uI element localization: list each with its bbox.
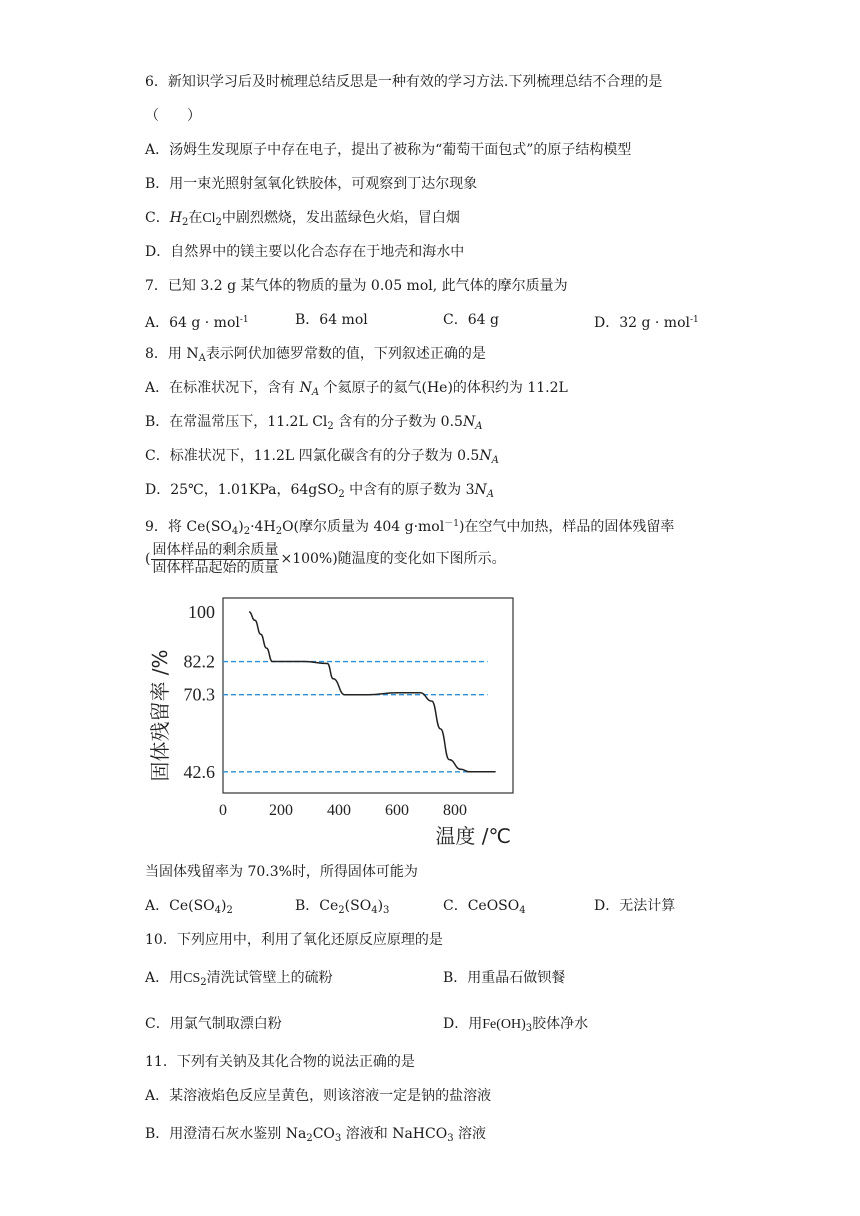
y-tick-label: 70.3 [183,684,215,705]
y-axis-label: 固体残留率 /% [148,649,172,782]
q7-option-d: D．32 g · mol$^{-1}$ [594,315,699,331]
q10-stem: 10．下列应用中，利用了氧化还原反应原理的是 [145,932,443,948]
q6-option-d: D．自然界中的镁主要以化合态存在于地壳和海水中 [145,244,465,260]
y-tick-label: 82.2 [183,651,215,672]
x-tick-label: 600 [385,802,409,819]
x-tick-label: 200 [269,802,293,819]
q10-option-d: D．用$Fe(OH)_3$胶体净水 [443,1016,589,1034]
q10-option-b: B．用重晶石做钡餐 [443,970,566,986]
q8-stem: 8．用 $N_A$表示阿伏加德罗常数的值，下列叙述正确的是 [145,346,486,364]
q7-stem: 7．已知 3.2 g 某气体的物质的量为 0.05 mol, 此气体的摩尔质量为 [145,278,568,294]
q10-option-c: C．用氯气制取漂白粉 [145,1016,282,1032]
q9-option-c: C．CeOSO$_4$ [443,898,526,916]
x-tick-label: 400 [327,802,351,819]
data-series-line-0 [249,612,496,772]
residue-rate-chart [145,588,525,848]
q9-option-a: A．$Ce(SO_4)_2$ [145,898,233,916]
q10-option-a: A．用$CS_2$清洗试管壁上的硫粉 [145,970,333,988]
y-tick-label: 42.6 [183,761,215,782]
q9-option-d: D．无法计算 [594,898,676,914]
q9-option-b: B．$Ce_2(SO_4)_3$ [295,898,390,916]
q8-option-d: D．25℃，1.01KPa，64gSO$_2$ 中含有的原子数为 $3N_A$ [145,482,494,500]
q7-option-a: A．64 g · mol$^{-1}$ [145,315,249,331]
x-tick-label: 0 [219,802,227,819]
q9-stem: 9．将 $Ce(SO_4)_2\cdot 4H_2O$(摩尔质量为 404 g·mol$^{-1}$)在空气中加热，样品的固体残留率 [145,519,675,537]
x-axis-label: 温度 /℃ [435,824,511,848]
q6-stem: 6．新知识学习后及时梳理总结反思是一种有效的学习方法.下列梳理总结不合理的是 [145,74,663,90]
q9-question: 当固体残留率为 70.3%时，所得固体可能为 [145,864,418,880]
q11-option-b: B．用澄清石灰水鉴别 $Na_2CO_3$ 溶液和 NaHCO$_3$ 溶液 [145,1126,487,1144]
x-tick-label: 800 [443,802,467,819]
q6-answer-paren: （ ） [145,108,201,124]
q6-option-c: C．$H_2$在$Cl_2$中剧烈燃烧，发出蓝绿色火焰，冒白烟 [145,210,460,228]
y-tick-label: 100 [188,601,215,622]
q6-option-a: A．汤姆生发现原子中存在电子，提出了被称为“葡萄干面包式”的原子结构模型 [145,142,632,158]
q8-option-a: A．在标准状况下，含有 $N_A$ 个氦原子的氦气(He)的体积约为 11.2L [145,380,568,398]
q11-stem: 11．下列有关钠及其化合物的说法正确的是 [145,1054,415,1070]
q8-option-b: B．在常温常压下，11.2L $Cl_2$ 含有的分子数为 $0.5N_A$ [145,414,483,432]
q8-option-c: C．标准状况下，11.2L 四氯化碳含有的分子数为 $0.5N_A$ [145,448,499,466]
residue-fraction: $\frac{\text{固体样品的剩余质量}}{\text{固体样品起始的质量}}$ [152,541,279,576]
q11-option-a: A．某溶液焰色反应呈黄色，则该溶液一定是钠的盐溶液 [145,1088,492,1104]
q7-option-b: B．64 mol [295,312,368,328]
q6-option-b: B．用一束光照射氢氧化铁胶体，可观察到丁达尔现象 [145,176,478,192]
q7-option-c: C．64 g [443,312,499,328]
plot-frame [223,598,513,793]
q9-fraction-line: ( $\frac{\text{固体样品的剩余质量}}{\text{固体样品起始的质量}}$ ×100%)随温度的变化如下图所示。 [145,541,506,576]
